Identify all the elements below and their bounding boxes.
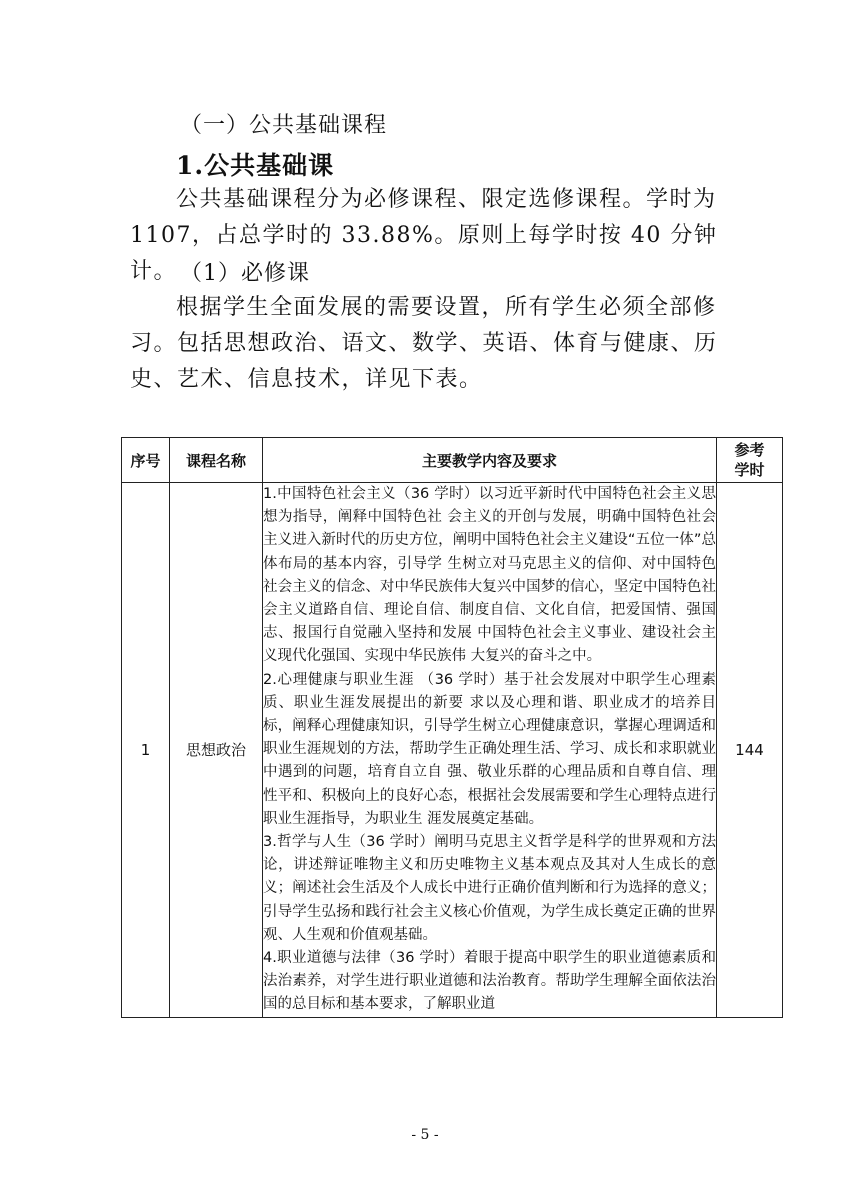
table-row xyxy=(122,483,783,1018)
header-content: 主要教学内容及要求 xyxy=(263,438,717,483)
header-name: 课程名称 xyxy=(170,438,263,483)
content-item: 2.心理健康与职业生涯 （36 学时）基于社会发展对中职学生心理素质、职业生涯发展提出的新要 求以及心理和谐、职业成才的培养目标，阐释心理健康知识，引导学生树立心理健康意识，掌握心理调适和职业生涯规划的方法，帮助学生正确处理生活、学习、成长和求职就业中遇到的问题，培育自立自 强、敬业乐群的心理品质和自尊自信、理性平和、积极向上的良好心态，根据社会发展需要和学生心理特点进行职业生涯指导，为职业生 涯发展奠定基础。 xyxy=(263,671,716,827)
content-item: 4.职业道德与法律（36 学时）着眼于提高中职学生的职业道德素质和法治素养，对学生进行职业道德和法治教育。帮助学生理解全面依法治国的总目标和基本要求，了解职业道 xyxy=(263,950,716,1013)
content-item: 3.哲学与人生（36 学时）阐明马克思主义哲学是科学的世界观和方法论，讲述辩证唯物主义和历史唯物主义基本观点及其对人生成长的意义；阐述社会生活及个人成长中进行正确价值判断和行为选择的意义；引导学生弘扬和践行社会主义核心价值观，为学生成长奠定正确的世界观、人生观和价值观基础。 xyxy=(263,834,716,943)
row-hours: 144 xyxy=(717,483,783,1018)
section-heading: （一）公共基础课程 xyxy=(180,113,388,138)
course-table xyxy=(121,437,783,1018)
page-number: - 5 - xyxy=(411,1127,439,1143)
required-paragraph: 根据学生全面发展的需要设置，所有学生必须全部修习。包括思想政治、语文、数学、英语、体育与健康、历史、艺术、信息技术，详见下表。 xyxy=(130,295,718,392)
required-heading: （1）必修课 xyxy=(180,261,310,286)
intro-paragraph: 公共基础课程分为必修课程、限定选修课程。学时为1107，占总学时的 33.88%。原则上每学时按 40 分钟计。 xyxy=(130,187,718,284)
header-num: 序号 xyxy=(122,438,170,483)
content-item: 1.中国特色社会主义（36 学时）以习近平新时代中国特色社会主义思想为指导，阐释中国特色社 会主义的开创与发展，明确中国特色社会主义进入新时代的历史方位，阐明中国特色社会主义建设“五位一体”总体布局的基本内容，引导学 生树立对马克思主义的信仰、对中国特色社会主义的信念、对中华民族伟大复兴中国梦的信心，坚定中国特色社会主义道路自信、理论自信、制度自信、文化自信，把爱国情、强国志、报国行自觉融入坚持和发展 中国特色社会主义事业、建设社会主义现代化强国、实现中华民族伟 大复兴的奋斗之中。 xyxy=(263,486,716,665)
row-course-name: 思想政治 xyxy=(170,483,263,1018)
row-content xyxy=(263,483,717,1018)
header-hours-text: 参考学时 xyxy=(734,441,765,479)
row-num: 1 xyxy=(122,483,170,1018)
header-hours xyxy=(717,438,783,483)
table-header-row xyxy=(122,438,783,483)
subsection-heading: 1.公共基础课 xyxy=(176,151,335,180)
